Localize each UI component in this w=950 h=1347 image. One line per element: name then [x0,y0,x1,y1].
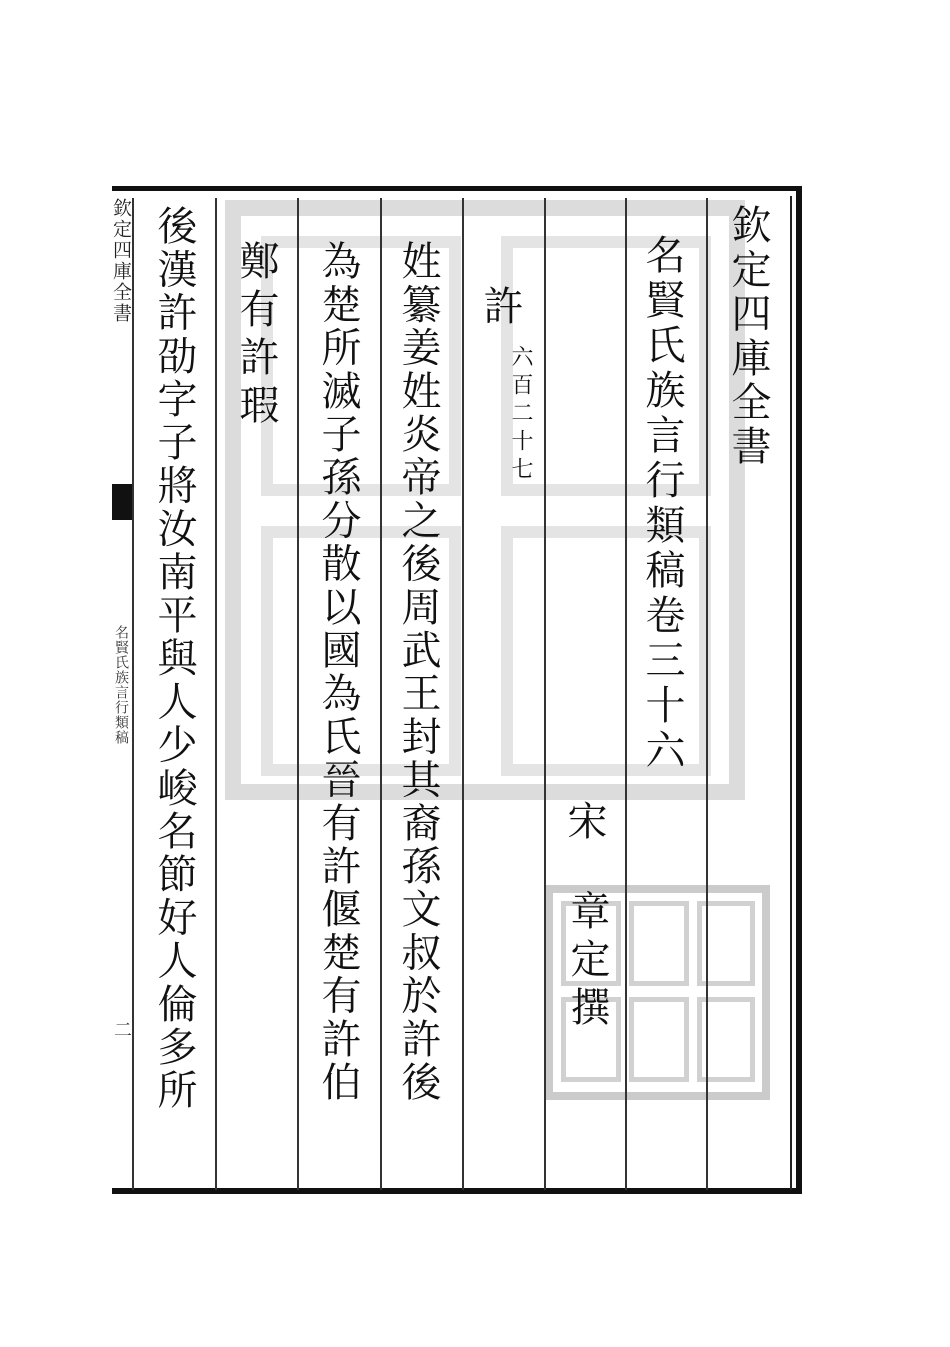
page-number: 二 [111,1020,132,1039]
volume-title: 名賢氏族言行類稿卷三十六 [639,234,685,774]
author-line: 章定撰 [564,890,610,1034]
rhyme-note: 六百二十七 [508,345,533,485]
banxin-rule [132,198,134,1190]
column-rule [544,198,546,1190]
text-column: 為楚所滅子孫分散以國為氏晉有許偃楚有許伯 [315,240,361,1104]
inner-frame-rule [790,196,792,1190]
surname-heading: 許 [477,285,523,330]
dynasty-label: 宋 [561,800,607,845]
banxin-book-title: 名賢氏族言行類稿 [113,625,129,745]
banxin-fishtail [112,484,132,520]
column-rule [380,198,382,1190]
text-column: 後漢許劭字子將汝南平與人少峻名節好人倫多所 [151,205,197,1113]
collection-title: 欽定四庫全書 [725,204,771,470]
banxin-title: 欽定四庫全書 [110,198,132,324]
column-rule [462,198,464,1190]
column-rule [215,198,217,1190]
text-column: 姓纂姜姓炎帝之後周武王封其裔孫文叔於許後 [395,240,441,1104]
text-column: 鄭有許瑕 [233,240,279,432]
column-rule [625,198,627,1190]
column-rule [297,198,299,1190]
column-rule [706,198,708,1190]
